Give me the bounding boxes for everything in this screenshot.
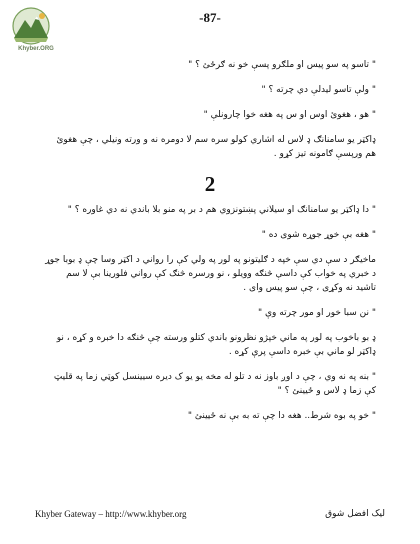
paragraph: " تاسو په سو پیس او ملګرو پسې خو نه ګرځئ ؟ " — [188, 60, 376, 70]
page-footer — [35, 509, 385, 521]
logo-caption: Khyber.ORG — [18, 46, 54, 52]
paragraph: " ولې تاسو لیدلې دي چرته ؟ " — [261, 85, 376, 95]
paragraph: " خو په بوه شرط.. هغه دا چې ته به بې نه ځیینئ " — [187, 411, 376, 421]
paragraph: ډ بو باخوب په لور په ماني خپژو نظرونو باندي کتلو ورسته چې څنګه دا خبره و کړه ، نو ډاکټر لو ماني بې خبره داسې پرې کړه . — [56, 333, 376, 357]
page-number: -87- — [199, 10, 221, 25]
paragraph: " بنه په نه وي ، چې د اوږ باوز نه د تلو له مخه یو یو ک دیره سیینسل کوټي زما په قلیټ کې زما ډ لاس و ځیینئ ؟ " — [53, 372, 376, 396]
paragraph: " هغه بې خوړ جوړه شوی ده " — [261, 230, 376, 240]
paragraph: " نن سبا خور او مور چرته وې " — [258, 308, 376, 318]
section-heading: 2 — [204, 172, 216, 196]
paragraph: " هو ، هغوئ اوس او س په هغه خوا چارونلې " — [203, 110, 376, 120]
page-body — [44, 58, 376, 434]
paragraph: " دا ډاکټر یو سامنانګ او سیلاني پښتونزوي هم د بر په منو بلا باندي نه دي غاوره ؟ " — [67, 205, 376, 215]
footer-author: لیک افضل شوق — [325, 509, 385, 519]
paragraph: ماخیګر د سې دي سې خپه د ګلیتونو په لور په ولي کې را رواني د اکټر وسا چې ډ بوبا جوړ د خبري په خواب کې داسې څنګه وویلو ، نو ورسره څنګ کې رواني فلورینا بې لا سم تاشید نه وکړی ، چې سو پیس وای . — [45, 255, 376, 293]
footer-source-link[interactable]: Khyber Gateway – http://www.khyber.org — [35, 509, 187, 519]
paragraph: ډاکټر یو سامنانګ ډ لاس له اشاري کولو سره سم لا دومره نه و ورته ونیلي ، چې هغوئ هم ورپسې ګامونه تیز کړو . — [56, 135, 376, 159]
